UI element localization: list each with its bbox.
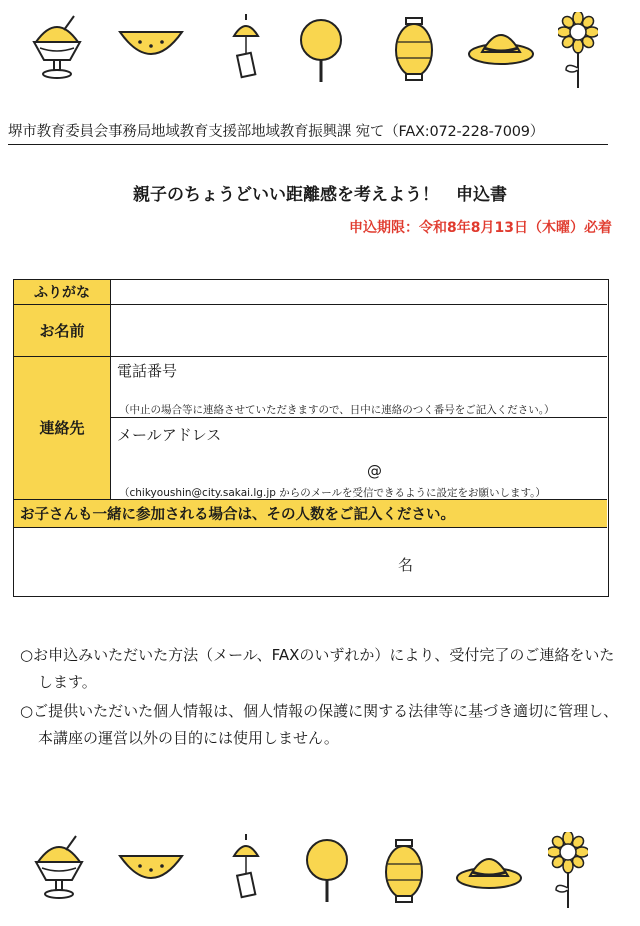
note-privacy: ○ご提供いただいた個人情報は、個人情報の保護に関する法律等に基づき適切に管理し、本講座の運営以外の目的には使用しません。 bbox=[20, 702, 619, 747]
children-unit: 名 bbox=[398, 556, 414, 574]
watermelon-icon bbox=[116, 850, 186, 892]
phone-label: 電話番号 bbox=[117, 362, 178, 380]
sunflower-icon bbox=[558, 12, 598, 90]
wind-chime-icon bbox=[226, 14, 266, 84]
straw-hat-icon bbox=[454, 846, 524, 892]
watermelon-icon bbox=[116, 26, 186, 68]
wind-chime-icon bbox=[226, 834, 266, 904]
bottom-decoration-row bbox=[0, 830, 640, 920]
notes-section bbox=[20, 642, 620, 754]
children-count-field[interactable] bbox=[14, 528, 607, 595]
uchiwa-fan-icon bbox=[302, 836, 352, 906]
straw-hat-icon bbox=[466, 22, 536, 68]
note-confirmation: ○お申込みいただいた方法（メール、FAXのいずれか）により、受付完了のご連絡をいたします。 bbox=[20, 646, 615, 691]
form-divider bbox=[14, 304, 607, 305]
email-field[interactable] bbox=[111, 418, 607, 499]
page-title: 親子のちょうどいい距離感を考えよう！ 申込書 bbox=[133, 185, 507, 205]
email-note: （chikyoushin@city.sakai.lg.jp からのメールを受信できるように設定をお願いします。） bbox=[119, 487, 546, 499]
contact-label: 連絡先 bbox=[14, 356, 110, 499]
email-label: メールアドレス bbox=[117, 426, 222, 444]
phone-note: （中止の場合等に連絡させていただきますので、日中に連絡のつく番号をご記入ください。） bbox=[119, 404, 555, 416]
email-at-sign: @ bbox=[367, 462, 382, 480]
shaved-ice-icon bbox=[30, 832, 88, 904]
name-field[interactable] bbox=[111, 304, 607, 356]
application-form bbox=[13, 279, 609, 597]
recipient-line: 堺市教育委員会事務局地域教育支援部地域教育振興課 宛て（FAX:072-228-7009） bbox=[8, 120, 608, 145]
shaved-ice-icon bbox=[28, 12, 86, 84]
form-divider bbox=[111, 417, 607, 418]
phone-field[interactable] bbox=[111, 356, 607, 417]
name-label: お名前 bbox=[14, 304, 110, 356]
paper-lantern-icon bbox=[392, 16, 436, 86]
furigana-label: ふりがな bbox=[14, 280, 110, 304]
top-decoration-row bbox=[0, 8, 640, 98]
deadline-text: 申込期限：令和8年8月13日（木曜）必着 bbox=[349, 220, 612, 236]
paper-lantern-icon bbox=[382, 838, 426, 908]
form-divider bbox=[14, 527, 607, 528]
uchiwa-fan-icon bbox=[296, 16, 346, 86]
furigana-field[interactable] bbox=[111, 280, 607, 304]
form-divider bbox=[110, 280, 111, 499]
sunflower-icon bbox=[548, 832, 588, 910]
form-divider bbox=[14, 356, 607, 357]
form-divider bbox=[14, 499, 607, 500]
children-count-label: お子さんも一緒に参加される場合は、その人数をご記入ください。 bbox=[14, 499, 607, 527]
